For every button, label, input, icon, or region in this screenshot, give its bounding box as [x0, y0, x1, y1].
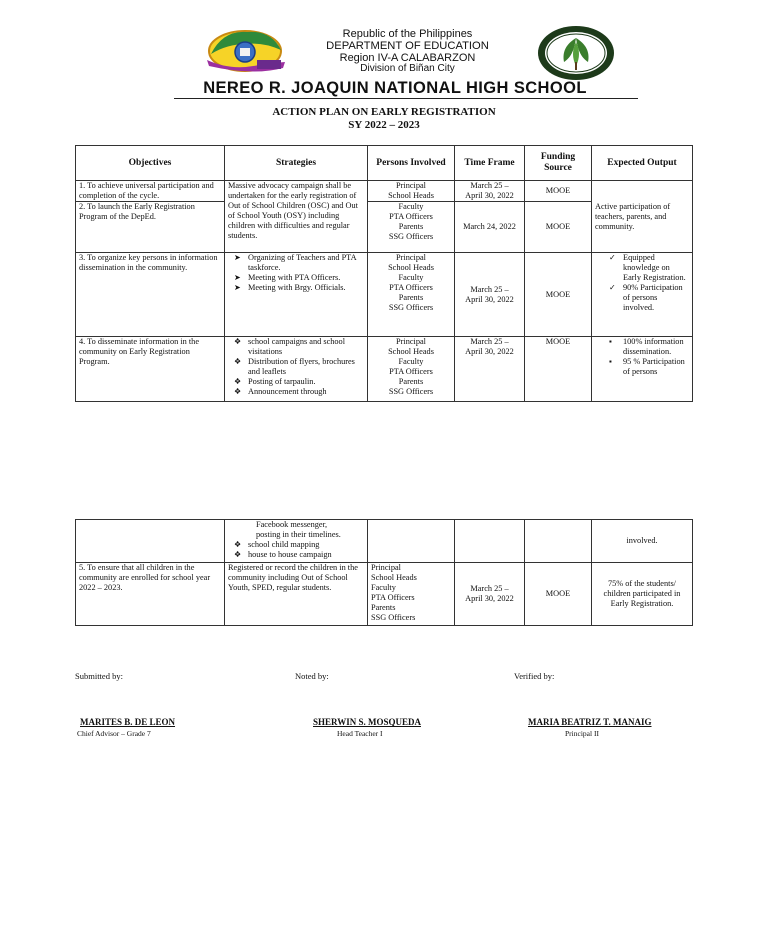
square-bullet-icon: ▪	[609, 357, 612, 366]
noted-by-label: Noted by:	[295, 671, 329, 681]
strategy-cell: Registered or record the children in the community including Out of School Youth, SPED, regular students.	[225, 563, 368, 626]
verified-by-name: MARIA BEATRIZ T. MANAIG	[528, 717, 652, 727]
list-item: ❖ school child mapping	[234, 540, 320, 549]
time-frame-cell: March 25 – April 30, 2022	[455, 563, 525, 626]
diamond-bullet-icon: ❖	[234, 550, 242, 559]
funding-cell: MOOE	[525, 202, 592, 253]
diamond-bullet-icon: ❖	[234, 387, 242, 396]
arrow-bullet-icon: ➤	[234, 253, 241, 262]
table-row	[76, 181, 693, 202]
time-frame-cell	[455, 520, 525, 563]
school-year: SY 2022 – 2023	[348, 119, 420, 131]
diamond-bullet-icon: ❖	[234, 540, 242, 549]
list-item: ▪ 100% information dissemination.	[609, 337, 684, 356]
square-bullet-icon: ▪	[609, 337, 612, 346]
republic-line: Republic of the Philippines	[342, 28, 473, 40]
list-item: ❖ Posting of tarpaulin.	[234, 377, 316, 386]
diamond-bullet-icon: ❖	[234, 377, 242, 386]
table-row	[76, 337, 693, 402]
header-strategies: Strategies	[225, 146, 368, 181]
expected-output-cell	[592, 337, 693, 402]
division-logo	[203, 24, 287, 74]
objective-cell: 1. To achieve universal participation and completion of the cycle.	[76, 181, 225, 202]
checkmark-icon: ✓	[609, 283, 616, 292]
objective-cell: 3. To organize key persons in information dissemination in the community.	[76, 253, 225, 337]
list-item: ✓ Equipped knowledge on Early Registration.	[609, 253, 686, 282]
objective-cell: 5. To ensure that all children in the community are enrolled for school year 2022 – 2023.	[76, 563, 225, 626]
funding-cell: MOOE	[525, 337, 592, 402]
table-row	[76, 253, 693, 337]
objective-cell: 4. To disseminate information in the community on Early Registration Program.	[76, 337, 225, 402]
list-item: ❖ Announcement through	[234, 387, 327, 396]
division-line: Division of Biñan City	[360, 63, 455, 74]
header-objectives: Objectives	[76, 146, 225, 181]
verified-by-label: Verified by:	[514, 671, 555, 681]
list-item: ➤ Organizing of Teachers and PTA taskforce.	[234, 253, 357, 272]
funding-cell: MOOE	[525, 181, 592, 202]
list-item: ✓ 90% Participation of persons involved.	[609, 283, 683, 312]
objective-cell: 2. To launch the Early Registration Program of the DepEd.	[76, 202, 225, 253]
document-title: ACTION PLAN ON EARLY REGISTRATION	[272, 106, 496, 118]
strategy-cell: Massive advocacy campaign shall be undertaken for the early registration of Out of School Children (OSC) and Out of School Youth (OSY) including children with difficulties and regular students.	[225, 181, 368, 253]
header-time-frame: Time Frame	[455, 146, 525, 181]
diamond-bullet-icon: ❖	[234, 337, 242, 346]
persons-cell	[368, 520, 455, 563]
action-plan-table	[75, 145, 693, 402]
expected-output-cell: involved.	[592, 520, 693, 563]
objective-cell	[76, 520, 225, 563]
action-plan-table-continued	[75, 519, 693, 626]
list-item: ➤ Meeting with PTA Officers.	[234, 273, 341, 282]
funding-cell: MOOE	[525, 563, 592, 626]
arrow-bullet-icon: ➤	[234, 283, 241, 292]
submitted-by-position: Chief Advisor – Grade 7	[77, 729, 151, 738]
department-line: DEPARTMENT OF EDUCATION	[326, 40, 489, 52]
list-item: ➤ Meeting with Brgy. Officials.	[234, 283, 346, 292]
checkmark-icon: ✓	[609, 253, 616, 262]
noted-by-name: SHERWIN S. MOSQUEDA	[313, 717, 421, 727]
strategy-cell	[225, 337, 368, 402]
school-name: NEREO R. JOAQUIN NATIONAL HIGH SCHOOL	[203, 79, 587, 97]
school-seal-logo	[536, 24, 616, 82]
submitted-by-label: Submitted by:	[75, 671, 123, 681]
list-item: ❖ house to house campaign	[234, 550, 332, 559]
expected-output-cell: Active participation of teachers, parents, and community.	[592, 181, 693, 253]
region-line: Region IV-A CALABARZON	[339, 52, 476, 64]
table-row	[76, 563, 693, 626]
strategy-cell	[225, 253, 368, 337]
strategy-cell: Facebook messenger, posting in their timelines. ❖ school child mapping ❖ house to house campaign	[225, 520, 368, 563]
persons-cell: Principal School Heads Faculty PTA Officers Parents SSG Officers	[368, 337, 455, 402]
time-frame-cell: March 25 – April 30, 2022	[455, 253, 525, 337]
noted-by-position: Head Teacher I	[337, 729, 383, 738]
verified-by-position: Principal II	[565, 729, 599, 738]
funding-cell	[525, 520, 592, 563]
list-item: ❖ school campaigns and school visitations	[234, 337, 346, 356]
header-persons-involved: Persons Involved	[368, 146, 455, 181]
time-frame-cell: March 25 – April 30, 2022	[455, 181, 525, 202]
time-frame-cell: March 24, 2022	[455, 202, 525, 253]
diamond-bullet-icon: ❖	[234, 357, 242, 366]
header-funding-source: Funding Source	[525, 146, 592, 181]
persons-cell: Principal School Heads Faculty PTA Officers Parents SSG Officers	[368, 563, 455, 626]
persons-cell: Faculty PTA Officers Parents SSG Officers	[368, 202, 455, 253]
submitted-by-name: MARITES B. DE LEON	[80, 717, 176, 727]
table-row	[76, 520, 693, 563]
list-item: ▪ 95 % Participation of persons	[609, 357, 685, 376]
expected-output-cell: 75% of the students/ children participated in Early Registration.	[592, 563, 693, 626]
arrow-bullet-icon: ➤	[234, 273, 241, 282]
time-frame-cell: March 25 – April 30, 2022	[455, 337, 525, 402]
header-expected-output: Expected Output	[592, 146, 693, 181]
header-divider	[174, 98, 638, 99]
persons-cell: Principal School Heads Faculty PTA Officers Parents SSG Officers	[368, 253, 455, 337]
expected-output-cell	[592, 253, 693, 337]
funding-cell: MOOE	[525, 253, 592, 337]
list-item: ❖ Distribution of flyers, brochures and leaflets	[234, 357, 355, 376]
persons-cell: Principal School Heads	[368, 181, 455, 202]
